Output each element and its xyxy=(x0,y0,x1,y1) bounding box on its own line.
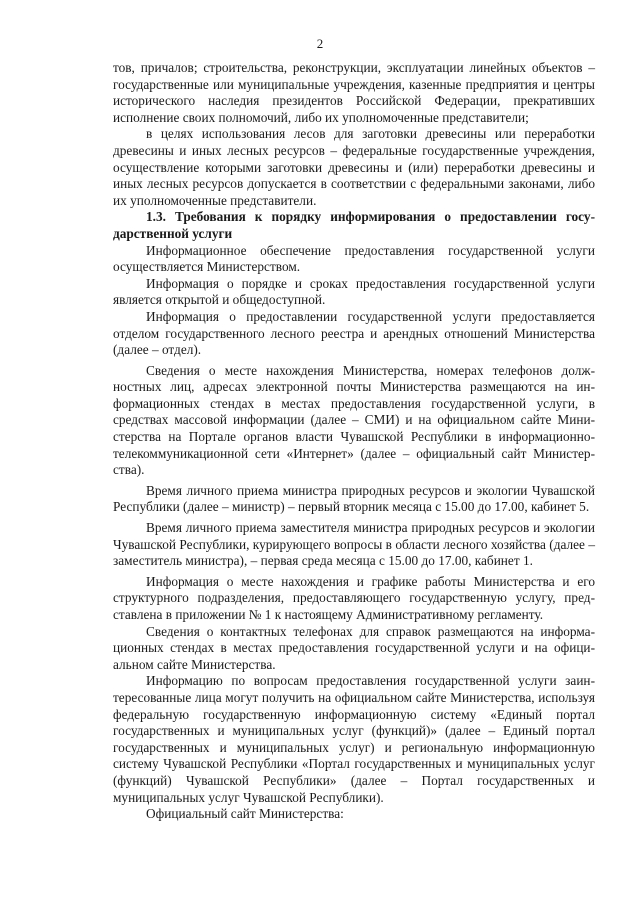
paragraph-deputy-reception: Время личного приема заместителя министра природных ресурсов и экологии Чувашской Республики, курирующего вопросы в области лесного хозяйства (далее – заместитель министра), – первая среда месяца с 15.00 до 17.00, кабинет 1. xyxy=(113,520,595,569)
page-number: 2 xyxy=(316,36,324,51)
paragraph-forest-use: в целях использования лесов для заготовки древесины или переработки древесины и иных лесных ресурсов – федеральные государственные учреждения, осуществление которыми заготовки древесины и (или) переработки древесины и иных лесных ресурсов допускается в соответствии с федеральными законами, либо их уполномоченные представители. xyxy=(113,126,595,208)
paragraph-schedule: Информация о месте нахождения и графике работы Министерства и его структурного подразделения, предоставляющего государственную услугу, представлена в приложении № 1 к настоящему Административному регламенту. xyxy=(113,573,595,622)
document-body xyxy=(113,60,595,823)
paragraph-info-support: Информационное обеспечение предоставления государственной услуги осуществляется Министерством. xyxy=(113,242,595,275)
paragraph-contacts-location: Сведения о месте нахождения Министерства, номерах телефонов должностных лиц, адресах электронной почты Министерства размещаются на информационных стендах в местах предоставления государственной услуги, в средствах массовой информации (далее – СМИ) и на официальном сайте Министерства на Портале органов власти Чувашской Республики в информационно-телекоммуникационной сети «Интернет» (далее – официальный сайт Министерства). xyxy=(113,362,595,478)
paragraph-phones: Сведения о контактных телефонах для справок размещаются на информационных стендах в местах предоставления государственной услуги и на официальном сайте Министерства. xyxy=(113,623,595,672)
paragraph-portals: Информацию по вопросам предоставления государственной услуги заинтересованные лица могут получить на официальном сайте Министерства, используя федеральную государственную информационную систему «Единый портал государственных и муниципальных услуг (функций)» (далее – Единый портал государственных и муниципальных услуг) и региональную информационную систему Чувашской Республики «Портал государственных и муниципальных услуг (функций) Чувашской Республики» (далее – Портал государственных и муниципальных услуг Чувашской Республики). xyxy=(113,673,595,805)
paragraph-continuation: тов, причалов; строительства, реконструкции, эксплуатации линейных объектов – государственные или муниципальные учреждения, казенные предприятия и центры исторического наследия президентов Российской Федерации, прекративших исполнение своих полномочий, либо их уполномоченные представители; xyxy=(113,60,595,125)
paragraph-minister-reception: Время личного приема министра природных ресурсов и экологии Чувашской Республики (далее – министр) – первый вторник месяца с 15.00 до 17.00, кабинет 5. xyxy=(113,482,595,515)
paragraph-official-site: Официальный сайт Министерства: xyxy=(146,806,344,822)
section-heading: 1.3. Требования к порядку информирования о предоставлении государственной услуги xyxy=(113,209,595,241)
paragraph-info-open: Информация о порядке и сроках предоставления государственной услуги является открытой и общедоступной. xyxy=(113,275,595,308)
paragraph-info-department: Информация о предоставлении государственной услуги предоставляется отделом государственного лесного реестра и арендных отношений Министерства (далее – отдел). xyxy=(113,308,595,358)
